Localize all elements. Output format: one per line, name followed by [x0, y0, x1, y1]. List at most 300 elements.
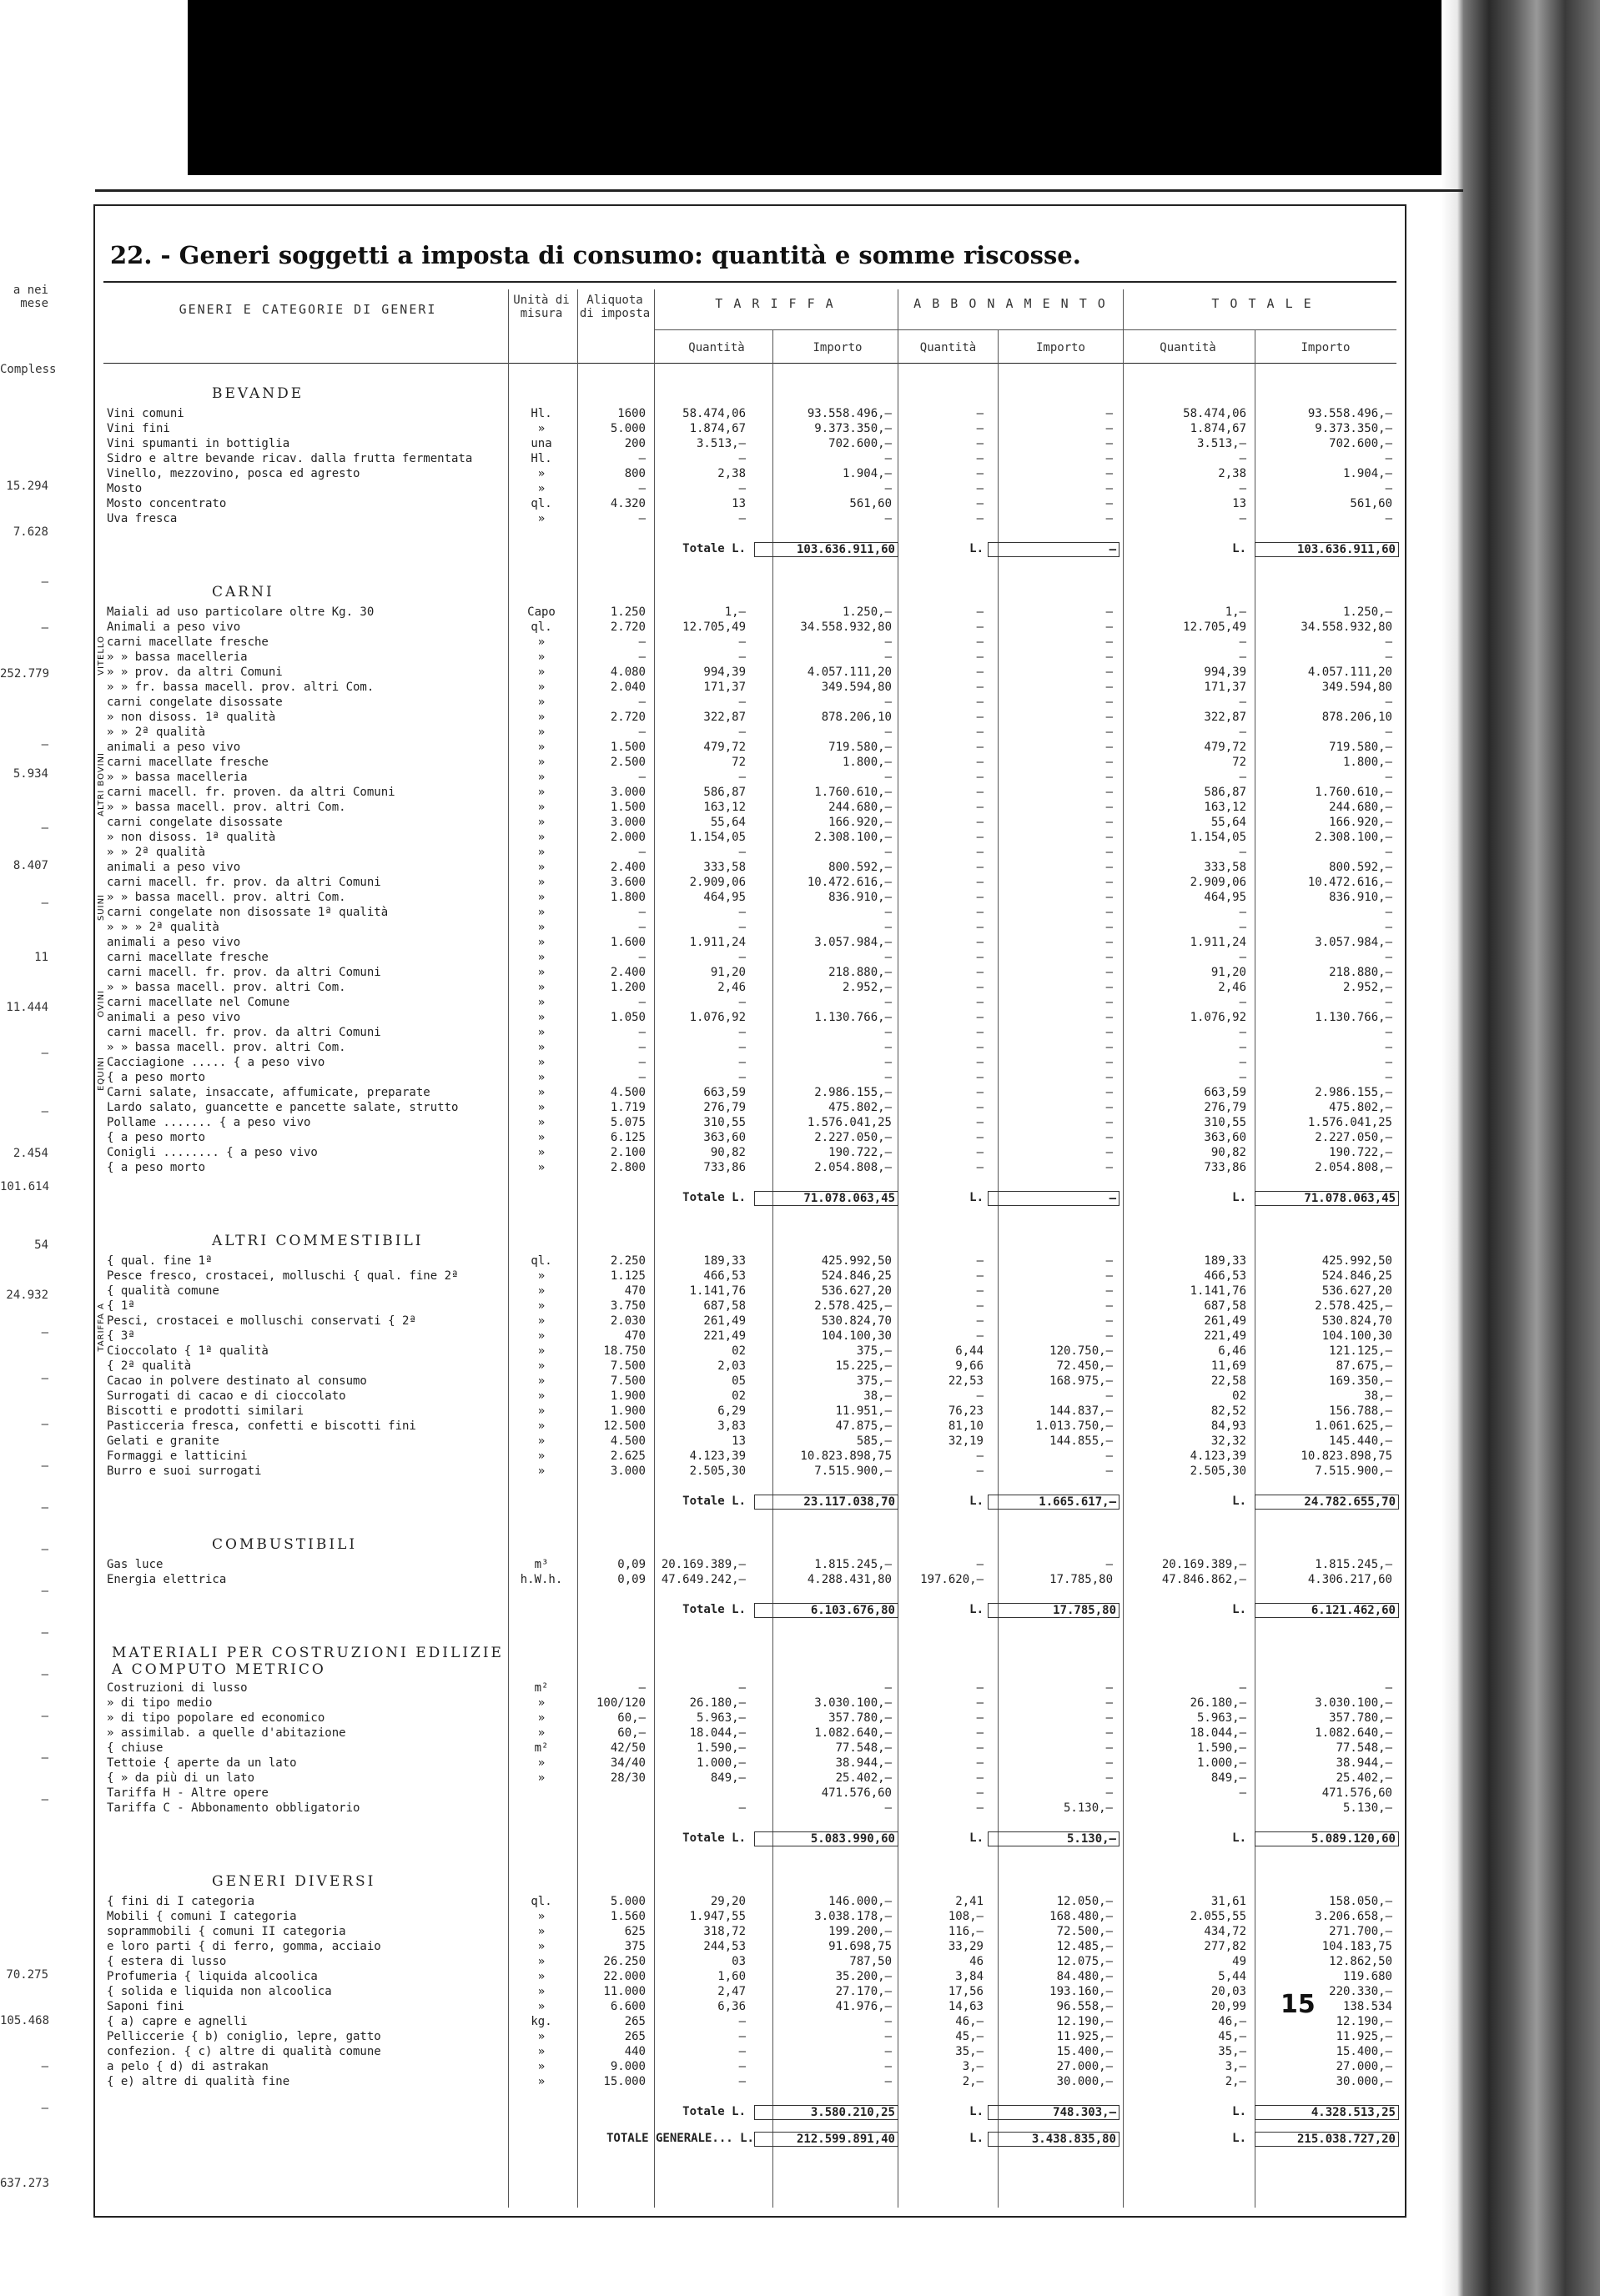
total-totq: L. — [1232, 1831, 1246, 1845]
cell-ai: — — [1105, 512, 1113, 525]
cell-ti: — — [884, 2015, 892, 2028]
cell-ti: 190.722,— — [828, 1146, 892, 1159]
cell-aq: 35,— — [955, 2045, 984, 2058]
cell-ai: — — [1105, 1711, 1113, 1725]
cell-u: » — [537, 1284, 546, 1298]
cell-a: 60,— — [617, 1726, 646, 1740]
table-row — [95, 696, 1405, 711]
table-row — [95, 1771, 1405, 1786]
cell-aq: 108,— — [948, 1910, 984, 1923]
cell-a: — — [638, 906, 646, 919]
cell-a: 3.000 — [610, 786, 646, 799]
margin-value: a nei mese — [13, 284, 48, 310]
margin-value: — — [41, 1418, 48, 1431]
cell-totq: 90,82 — [1210, 1146, 1246, 1159]
cell-lbl: carni congelate disossate — [107, 696, 283, 709]
cell-tq: 1.947,55 — [689, 1910, 746, 1923]
cell-toti: 156.788,— — [1329, 1404, 1392, 1418]
table-row — [95, 1011, 1405, 1026]
cell-ti: — — [884, 512, 892, 525]
cell-toti: 38,— — [1364, 1389, 1392, 1403]
cell-a: 1.900 — [610, 1389, 646, 1403]
cell-a: 5.000 — [610, 1895, 646, 1908]
table-row — [95, 2060, 1405, 2075]
cell-ai: — — [1105, 1071, 1113, 1084]
cell-tq: 26.180,— — [689, 1696, 746, 1710]
cell-totq: 2.505,30 — [1190, 1465, 1246, 1478]
cell-aq: 46 — [969, 1955, 984, 1968]
cell-tq: — — [738, 2015, 746, 2028]
cell-ai: — — [1105, 1756, 1113, 1770]
cell-totq: — — [1239, 726, 1246, 739]
table-row — [95, 1254, 1405, 1269]
table-row — [95, 1985, 1405, 2000]
cell-aq: — — [976, 666, 984, 679]
table-row — [95, 966, 1405, 981]
cell-aq: 9,66 — [955, 1359, 984, 1373]
cell-totq: — — [1239, 951, 1246, 964]
cell-u: » — [537, 1086, 546, 1099]
cell-tq: 1,— — [724, 605, 746, 619]
total-ti: 6.103.676,80 — [754, 1603, 898, 1618]
cell-toti: — — [1385, 1071, 1392, 1084]
cell-toti: 9.373.350,— — [1315, 422, 1392, 435]
table-row — [95, 741, 1405, 756]
cell-toti: 2.986.155,— — [1315, 1086, 1392, 1099]
cell-u: » — [537, 1910, 546, 1923]
cell-ti: 1.800,— — [842, 756, 892, 769]
cell-tq: 1.154,05 — [689, 831, 746, 844]
cell-a: — — [638, 951, 646, 964]
cell-tq: 276,79 — [703, 1101, 746, 1114]
total-tq: Totale L. — [682, 1495, 746, 1508]
document-page — [93, 204, 1406, 2218]
cell-toti: 536.627,20 — [1321, 1284, 1392, 1298]
cell-totq: — — [1239, 651, 1246, 664]
cell-lbl: { solida e liquida non alcoolica — [107, 1985, 332, 1998]
cell-toti: 4.306.217,60 — [1307, 1573, 1392, 1586]
cell-a: 2.030 — [610, 1314, 646, 1328]
cell-ti: 91.698,75 — [828, 1940, 892, 1953]
cell-u: » — [537, 1374, 546, 1388]
cell-aq: 6,44 — [955, 1344, 984, 1358]
cell-tq: 261,49 — [703, 1314, 746, 1328]
cell-lbl: Gas luce — [107, 1558, 164, 1571]
cell-toti: — — [1385, 846, 1392, 859]
margin-value: — — [41, 1372, 48, 1385]
cell-aq: — — [976, 1329, 984, 1343]
cell-tq: 310,55 — [703, 1116, 746, 1129]
scan-black-margin — [188, 0, 1464, 175]
cell-totq: 13 — [1232, 497, 1246, 510]
cell-lbl: carni macellate fresche — [107, 756, 269, 769]
cell-aq: 116,— — [948, 1925, 984, 1938]
cell-u: » — [537, 1696, 546, 1710]
cell-totq: 91,20 — [1210, 966, 1246, 979]
cell-totq: 464,95 — [1204, 891, 1246, 904]
cell-lbl: Vini spumanti in bottiglia — [107, 437, 290, 450]
cell-ai: 17.785,80 — [1049, 1573, 1113, 1586]
cell-ai: 72.500,— — [1056, 1925, 1113, 1938]
margin-value: — — [41, 1668, 48, 1681]
header-unita: Unità di misura — [513, 294, 570, 320]
cell-u: » — [537, 2075, 546, 2088]
cell-a: 6.125 — [610, 1131, 646, 1144]
cell-tq: 586,87 — [703, 786, 746, 799]
cell-a: 2.720 — [610, 711, 646, 724]
cell-ai: — — [1105, 1681, 1113, 1695]
cell-aq: 3,— — [962, 2060, 984, 2073]
cell-ti: 357.780,— — [828, 1711, 892, 1725]
cell-totq: — — [1239, 771, 1246, 784]
cell-lbl: Vini fini — [107, 422, 170, 435]
page-title: 22. - Generi soggetti a imposta di consumo: quantità e somme riscosse. — [110, 241, 1081, 269]
table-row — [95, 1146, 1405, 1161]
cell-a: — — [638, 696, 646, 709]
cell-ti: 585,— — [856, 1434, 892, 1448]
cell-aq: 197.620,— — [920, 1573, 984, 1586]
cell-u: » — [537, 651, 546, 664]
cell-aq: — — [976, 482, 984, 495]
cell-ti: 2.308.100,— — [814, 831, 892, 844]
cell-a: 265 — [624, 2030, 646, 2043]
cell-ai: — — [1105, 422, 1113, 435]
cell-toti: 15.400,— — [1336, 2045, 1392, 2058]
margin-value: — — [41, 1543, 48, 1556]
cell-lbl: animali a peso vivo — [107, 1011, 241, 1024]
cell-toti: — — [1385, 512, 1392, 525]
cell-u: » — [537, 1101, 546, 1114]
cell-tq: — — [738, 1801, 746, 1815]
cell-lbl: Mobili { comuni I categoria — [107, 1910, 297, 1923]
cell-lbl: Cioccolato { 1ª qualità — [107, 1344, 269, 1358]
total-toti: 4.328.513,25 — [1255, 2105, 1399, 2120]
cell-tq: 05 — [732, 1374, 746, 1388]
cell-u: » — [537, 1419, 546, 1433]
total-totq: L. — [1232, 542, 1246, 555]
cell-ai: — — [1105, 1131, 1113, 1144]
cell-tq: 318,72 — [703, 1925, 746, 1938]
cell-ai: — — [1105, 1314, 1113, 1328]
cell-ai: — — [1105, 981, 1113, 994]
cell-aq: — — [976, 966, 984, 979]
cell-toti: 25.402,— — [1336, 1771, 1392, 1785]
cell-toti: 166.920,— — [1329, 816, 1392, 829]
cell-ai: — — [1105, 1146, 1113, 1159]
cell-a: — — [638, 1071, 646, 1084]
cell-ai: — — [1105, 756, 1113, 769]
table-row — [95, 467, 1405, 482]
cell-u: » — [537, 816, 546, 829]
cell-totq: 276,79 — [1204, 1101, 1246, 1114]
table-row — [95, 1374, 1405, 1389]
cell-u: » — [537, 422, 546, 435]
table-row — [95, 1786, 1405, 1801]
cell-tq: 13 — [732, 1434, 746, 1448]
margin-value: 637.273 — [0, 2177, 50, 2190]
cell-a: 4.500 — [610, 1086, 646, 1099]
total-aq: L. — [969, 542, 984, 555]
header-subrule — [654, 329, 1396, 330]
cell-u: » — [537, 1329, 546, 1343]
cell-a: 200 — [624, 437, 646, 450]
table-row — [95, 861, 1405, 876]
cell-ai: — — [1105, 1056, 1113, 1069]
cell-aq: — — [976, 1011, 984, 1024]
cell-ti: 15.225,— — [835, 1359, 892, 1373]
cell-totq: 322,87 — [1204, 711, 1246, 724]
cell-totq: — — [1239, 452, 1246, 465]
cell-totq: 5,44 — [1218, 1970, 1246, 1983]
cell-toti: 3.030.100,— — [1315, 1696, 1392, 1710]
cell-ai: — — [1105, 936, 1113, 949]
cell-lbl: carni macellate nel Comune — [107, 996, 290, 1009]
cell-aq: — — [976, 1026, 984, 1039]
cell-lbl: » di tipo popolare ed economico — [107, 1711, 325, 1725]
total-aq: L. — [969, 1603, 984, 1616]
cell-totq: — — [1239, 996, 1246, 1009]
cell-aq: 17,56 — [948, 1985, 984, 1998]
table-row — [95, 1071, 1405, 1086]
cell-ai: — — [1105, 1558, 1113, 1571]
cell-u: » — [537, 2000, 546, 2013]
cell-u: » — [537, 512, 546, 525]
cell-totq: 4.123,39 — [1190, 1449, 1246, 1463]
cell-ai: 72.450,— — [1056, 1359, 1113, 1373]
cell-ai: — — [1105, 605, 1113, 619]
margin-value: 101.614 — [0, 1180, 50, 1193]
cell-totq: — — [1239, 1681, 1246, 1695]
cell-ti: 2.227.050,— — [814, 1131, 892, 1144]
table-row — [95, 2015, 1405, 2030]
cell-toti: — — [1385, 1681, 1392, 1695]
cell-lbl: » » 2ª qualità — [107, 846, 206, 859]
cell-ti: — — [884, 2030, 892, 2043]
cell-totq: — — [1239, 512, 1246, 525]
cell-u: » — [537, 741, 546, 754]
total-tq: Totale L. — [682, 1603, 746, 1616]
cell-ti: 536.627,20 — [821, 1284, 892, 1298]
cell-aq: — — [976, 1056, 984, 1069]
cell-tq: 13 — [732, 497, 746, 510]
cell-ti: 3.030.100,— — [814, 1696, 892, 1710]
cell-totq: 1.000,— — [1196, 1756, 1246, 1770]
cell-ai: — — [1105, 711, 1113, 724]
cell-aq: — — [976, 771, 984, 784]
table-row — [95, 1970, 1405, 1985]
cell-totq: 11,69 — [1210, 1359, 1246, 1373]
cell-toti: 800.592,— — [1329, 861, 1392, 874]
cell-toti: 87.675,— — [1336, 1359, 1392, 1373]
cell-a: 60,— — [617, 1711, 646, 1725]
table-row — [95, 1404, 1405, 1419]
cell-toti: 475.802,— — [1329, 1101, 1392, 1114]
cell-ai: — — [1105, 1449, 1113, 1463]
cell-a: — — [638, 846, 646, 859]
cell-lbl: carni congelate non disossate 1ª qualità — [107, 906, 389, 919]
cell-totq: — — [1239, 1041, 1246, 1054]
cell-tq: 20.169.389,— — [661, 1558, 746, 1571]
vertical-group-tag: OVINI — [97, 990, 106, 1017]
table-row — [95, 1434, 1405, 1449]
cell-aq: — — [976, 861, 984, 874]
cell-totq: 72 — [1232, 756, 1246, 769]
cell-lbl: Cacao in polvere destinato al consumo — [107, 1374, 367, 1388]
total-ai: 748.303,— — [988, 2105, 1119, 2120]
cell-ti: 561,60 — [849, 497, 892, 510]
cell-tq: 91,20 — [710, 966, 746, 979]
table-row — [95, 666, 1405, 681]
margin-value: 15.294 — [6, 480, 48, 493]
cell-lbl: Tariffa H - Altre opere — [107, 1786, 269, 1800]
section-total-row — [95, 1831, 1405, 1846]
cell-u: » — [537, 1359, 546, 1373]
cell-u: » — [537, 1389, 546, 1403]
cell-u: » — [537, 921, 546, 934]
cell-lbl: { estera di lusso — [107, 1955, 227, 1968]
cell-a: 2.720 — [610, 620, 646, 634]
cell-ti: 199.200,— — [828, 1925, 892, 1938]
table-row — [95, 1041, 1405, 1056]
cell-u: » — [537, 1970, 546, 1983]
table-row — [95, 936, 1405, 951]
table-row — [95, 1269, 1405, 1284]
cell-tq: 189,33 — [703, 1254, 746, 1268]
cell-ti: 1.904,— — [842, 467, 892, 480]
cell-toti: 218.880,— — [1329, 966, 1392, 979]
cell-u: m² — [534, 1681, 549, 1695]
table-row — [95, 1284, 1405, 1299]
table-row — [95, 1359, 1405, 1374]
cell-a: 9.000 — [610, 2060, 646, 2073]
cell-ti: 349.594,80 — [821, 681, 892, 694]
cell-tq: — — [738, 1041, 746, 1054]
cell-ti: 9.373.350,— — [814, 422, 892, 435]
cell-lbl: Biscotti e prodotti similari — [107, 1404, 304, 1418]
table-row — [95, 1681, 1405, 1696]
cell-u: » — [537, 636, 546, 649]
cell-ti: 524.846,25 — [821, 1269, 892, 1283]
cell-lbl: Animali a peso vivo — [107, 620, 241, 634]
cell-u: » — [537, 1161, 546, 1174]
cell-tq: — — [738, 771, 746, 784]
table-row — [95, 1086, 1405, 1101]
cell-ai: — — [1105, 786, 1113, 799]
cell-ai: — — [1105, 1254, 1113, 1268]
cell-u: ql. — [531, 1254, 552, 1268]
cell-aq: — — [976, 756, 984, 769]
margin-value: Compless — [0, 363, 57, 376]
cell-tq: 1.000,— — [696, 1756, 746, 1770]
table-row — [95, 636, 1405, 651]
cell-aq: — — [976, 1726, 984, 1740]
cell-lbl: { a peso morto — [107, 1131, 206, 1144]
cell-a: 4.500 — [610, 1434, 646, 1448]
cell-tq: — — [738, 726, 746, 739]
cell-ti: — — [884, 1056, 892, 1069]
cell-toti: 220.330,— — [1329, 1985, 1392, 1998]
cell-ti: — — [884, 1026, 892, 1039]
cell-ai: 27.000,— — [1056, 2060, 1113, 2073]
cell-a: 100/120 — [596, 1696, 646, 1710]
cell-a: — — [638, 452, 646, 465]
cell-toti: — — [1385, 482, 1392, 495]
table-row — [95, 831, 1405, 846]
cell-totq: 20.169.389,— — [1161, 1558, 1246, 1571]
table-row — [95, 1026, 1405, 1041]
cell-toti: 3.206.658,— — [1315, 1910, 1392, 1923]
cell-ai: — — [1105, 437, 1113, 450]
cell-lbl: Mosto concentrato — [107, 497, 227, 510]
margin-value: — — [41, 2060, 48, 2073]
cell-toti: 2.578.425,— — [1315, 1299, 1392, 1313]
table-row — [95, 1726, 1405, 1741]
cell-lbl: carni macell. fr. prov. da altri Comuni — [107, 966, 381, 979]
cell-ai: — — [1105, 1299, 1113, 1313]
cell-u: » — [537, 831, 546, 844]
cell-u: ql. — [531, 620, 552, 634]
cell-totq: 47.846.862,— — [1161, 1573, 1246, 1586]
cell-a: 1.200 — [610, 981, 646, 994]
cell-ti: — — [884, 906, 892, 919]
cell-toti: — — [1385, 1056, 1392, 1069]
cell-ai: — — [1105, 620, 1113, 634]
cell-a: 3.000 — [610, 816, 646, 829]
cell-a: 1.250 — [610, 605, 646, 619]
table-row — [95, 1131, 1405, 1146]
margin-value: 105.468 — [0, 2014, 50, 2027]
margin-value: — — [41, 1105, 48, 1118]
cell-toti: 836.910,— — [1329, 891, 1392, 904]
cell-tq: 221,49 — [703, 1329, 746, 1343]
cell-aq: — — [976, 1161, 984, 1174]
cell-a: 5.000 — [610, 422, 646, 435]
cell-u: » — [537, 467, 546, 480]
cell-ti: — — [884, 921, 892, 934]
cell-ti: 38.944,— — [835, 1756, 892, 1770]
cell-toti: 530.824,70 — [1321, 1314, 1392, 1328]
cell-ti: 166.920,— — [828, 816, 892, 829]
margin-value: 70.275 — [6, 1968, 48, 1982]
cell-a: 1.500 — [610, 801, 646, 814]
section-title: MATERIALI PER COSTRUZIONI EDILIZIE A COMPUTO METRICO — [112, 1645, 504, 1678]
table-row — [95, 452, 1405, 467]
cell-totq: 994,39 — [1204, 666, 1246, 679]
table-row — [95, 1573, 1405, 1588]
cell-a: 1.719 — [610, 1101, 646, 1114]
cell-lbl: » » » 2ª qualità — [107, 921, 219, 934]
cell-ti: 35.200,— — [835, 1970, 892, 1983]
cell-tq: 1.076,92 — [689, 1011, 746, 1024]
cell-a: 7.500 — [610, 1359, 646, 1373]
margin-value: 54 — [34, 1238, 48, 1252]
cell-toti: 11.925,— — [1336, 2030, 1392, 2043]
total-tq: Totale L. — [682, 2105, 746, 2118]
margin-value: 7.628 — [13, 525, 48, 539]
header-abbonamento: A B B O N A M E N T O — [913, 296, 1107, 311]
cell-totq: 5.963,— — [1196, 1711, 1246, 1725]
table-row — [95, 512, 1405, 527]
cell-toti: — — [1385, 452, 1392, 465]
margin-value: 24.932 — [6, 1289, 48, 1302]
cell-aq: 45,— — [955, 2030, 984, 2043]
cell-totq: 2.909,06 — [1190, 876, 1246, 889]
cell-tq: 2.505,30 — [689, 1465, 746, 1478]
cell-a: 3.750 — [610, 1299, 646, 1313]
grand-total-ai: 3.438.835,80 — [988, 2132, 1119, 2147]
cell-totq: 12.705,49 — [1183, 620, 1246, 634]
cell-toti: 425.992,50 — [1321, 1254, 1392, 1268]
